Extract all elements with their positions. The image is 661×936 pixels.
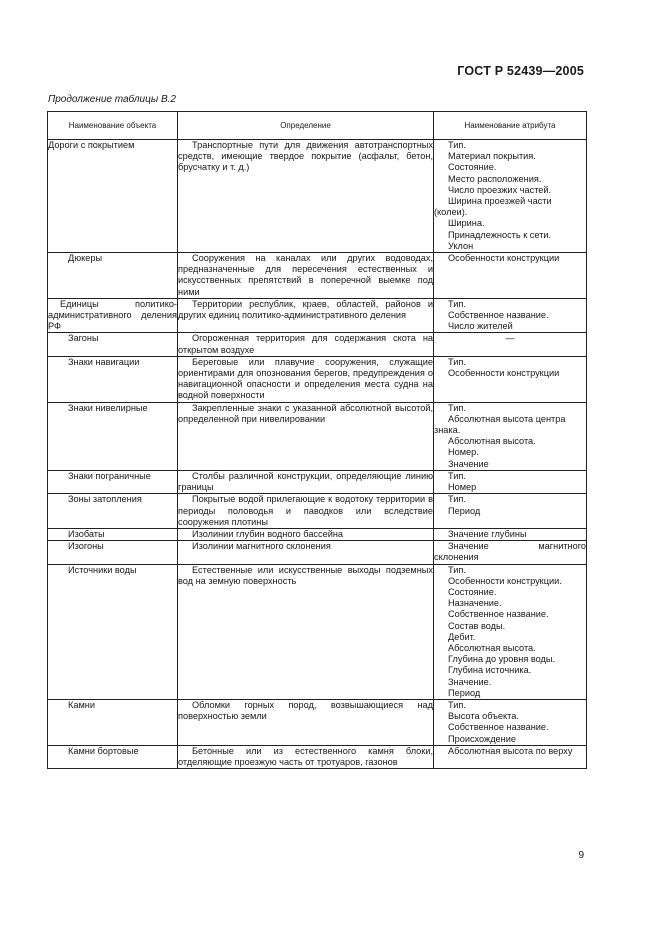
attribute-list <box>434 140 587 253</box>
attributes-table <box>47 111 587 769</box>
column-header-attribute: Наименование атрибута <box>434 112 587 140</box>
attribute-item: Происхождение <box>448 733 516 744</box>
attribute-list <box>434 564 587 699</box>
attribute-item: Абсолютная высота центра знака. <box>434 413 566 436</box>
column-header-definition: Определение <box>178 112 434 140</box>
attribute-item: Высота объекта. <box>448 711 519 722</box>
object-definition: Закрепленные знаки с указанной абсолютной высотой, определенной при нивелировании <box>178 402 434 470</box>
table-row <box>48 541 587 564</box>
attribute-item: Принадлежность к сети. <box>448 229 552 240</box>
attribute-item: Номер <box>448 482 477 493</box>
attribute-item: Тип. <box>448 470 466 481</box>
object-name: Источники воды <box>48 564 178 699</box>
column-header-object: Наименование объекта <box>48 112 178 140</box>
object-definition: Покрытые водой прилегающие к водотоку территории в периоды половодья и паводков или вследствие сооружения плотины <box>178 494 433 527</box>
object-definition: Территории республик, краев, областей, районов и других единиц политико-административного деления <box>178 298 434 333</box>
table-row <box>48 333 587 356</box>
attribute-list <box>434 402 587 470</box>
attribute-item: Значение глубины <box>448 528 527 539</box>
table-row <box>48 356 587 402</box>
table-caption: Продолжение таблицы В.2 <box>48 94 176 105</box>
attribute-item: Материал покрытия. <box>448 151 536 162</box>
attribute-list <box>434 745 587 768</box>
table-row <box>48 745 587 768</box>
object-name: Камни бортовые <box>48 745 178 768</box>
attribute-item: Состав воды. <box>448 620 506 631</box>
attribute-item: Собственное название. <box>448 722 549 733</box>
attribute-item: Абсолютная высота. <box>448 642 536 653</box>
attribute-item: Собственное название. <box>448 609 549 620</box>
object-definition: Береговые или плавучие сооружения, служащие ориентирами для опознования берегов, предупреждения о навигационной опасности и определения места судна на водной поверхности <box>178 356 433 401</box>
table-row <box>48 470 587 493</box>
attribute-item: Ширина. <box>448 218 485 229</box>
attribute-item: Тип. <box>448 140 466 150</box>
object-name: Изобаты <box>48 528 178 540</box>
attribute-item: Состояние. <box>448 162 497 173</box>
attribute-item: Ширина проезжей части (колеи). <box>434 196 552 218</box>
attribute-item: Абсолютная высота по верху <box>448 745 573 756</box>
attribute-item: Значение магнитного склонения <box>434 541 586 563</box>
attribute-list <box>434 298 587 333</box>
object-definition: Транспортные пути для движения автотранспортных средств, имеющие твердое покрытие (асфальт, бетон, брусчатку и т. д.) <box>178 140 434 253</box>
object-definition: Огороженная территория для содержания скота на открытом воздухе <box>178 333 433 355</box>
page-number: 9 <box>578 850 584 861</box>
table-header-row <box>48 112 587 140</box>
attribute-item: Состояние. <box>448 586 497 597</box>
attribute-item: Тип. <box>448 494 466 505</box>
object-definition: Столбы различной конструкции, определяющие линию границы <box>178 470 433 493</box>
attribute-item: Тип. <box>448 699 466 710</box>
attribute-list <box>434 253 587 299</box>
table-row <box>48 253 587 299</box>
table-row <box>48 564 587 699</box>
attribute-item: Тип. <box>448 402 466 413</box>
object-name: Единицы политико-административного деления РФ <box>48 298 177 332</box>
attribute-item: Номер. <box>448 447 479 458</box>
attribute-item: Период <box>448 687 481 698</box>
attribute-list <box>434 494 587 529</box>
object-definition: Обломки горных пород, возвышающиеся над поверхностью земли <box>178 699 434 745</box>
object-name: Загоны <box>48 333 178 356</box>
attribute-item: Особенности конструкции <box>448 368 560 379</box>
attribute-item: Глубина до уровня воды. <box>448 654 556 665</box>
table-row <box>48 699 587 745</box>
object-definition: Естественные или искусственные выходы подземных вод на земную поверхность <box>178 564 434 699</box>
table-row <box>48 494 587 529</box>
object-definition: Изолинии глубин водного бассейна <box>178 528 434 540</box>
object-name: Знаки нивелирные <box>48 402 178 470</box>
attribute-item: Тип. <box>448 356 466 367</box>
attribute-list <box>434 333 587 356</box>
object-definition: Бетонные или из естественного камня блоки, отделяющие проезжую часть от тротуаров, газонов <box>178 745 433 767</box>
attribute-item: Особенности конструкции <box>448 253 560 264</box>
object-name: Знаки навигации <box>48 356 178 402</box>
attribute-item: Уклон <box>448 240 474 251</box>
attribute-item: Число проезжих частей. <box>448 184 552 195</box>
table-row <box>48 298 587 333</box>
attribute-list <box>434 356 587 402</box>
attribute-item: Тип. <box>448 564 466 575</box>
object-name: Дороги с покрытием <box>48 140 178 253</box>
object-name: Зоны затопления <box>48 494 178 529</box>
attribute-item: Тип. <box>448 298 466 309</box>
attribute-item: Значение. <box>448 676 492 687</box>
attribute-item: Собственное название. <box>448 310 549 321</box>
document-standard-header: ГОСТ Р 52439—2005 <box>457 64 584 78</box>
object-name: Камни <box>48 699 178 745</box>
object-definition: Изолинии магнитного склонения <box>178 541 434 564</box>
attribute-item: Назначение. <box>448 598 502 609</box>
attribute-list <box>434 528 587 540</box>
attribute-item: Глубина источника. <box>448 665 532 676</box>
attribute-item: Дебит. <box>448 631 476 642</box>
attribute-item: — <box>505 333 515 344</box>
attribute-list <box>434 470 587 493</box>
attribute-item: Абсолютная высота. <box>448 436 536 447</box>
object-name: Знаки пограничные <box>48 470 178 493</box>
table-row <box>48 402 587 470</box>
object-name: Дюкеры <box>48 253 178 299</box>
table-row <box>48 140 587 253</box>
attribute-list <box>434 541 587 564</box>
object-definition: Сооружения на каналах или других водоводах, предназначенные для пересечения естественных и искусственных препятствий в поперечной выемке под ними <box>178 253 433 297</box>
attribute-item: Особенности конструкции. <box>448 575 562 586</box>
attribute-item: Период <box>448 505 481 516</box>
attribute-item: Значение <box>448 458 489 469</box>
attribute-item: Число жителей <box>448 321 513 332</box>
table-row <box>48 528 587 540</box>
attribute-list <box>434 699 587 745</box>
object-name: Изогоны <box>48 541 178 564</box>
attribute-item: Место расположения. <box>448 173 542 184</box>
